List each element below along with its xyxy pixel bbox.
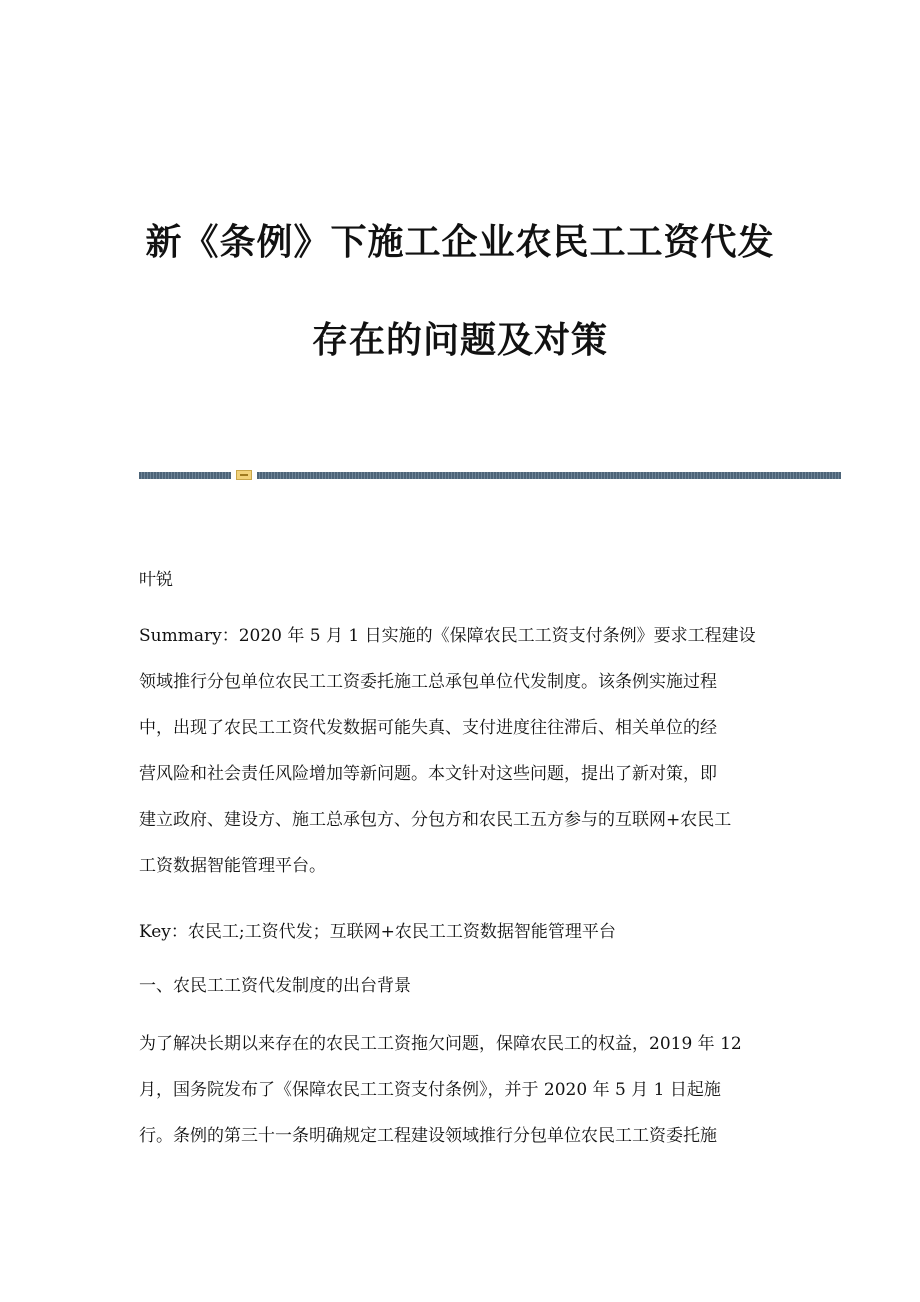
summary-line: 中，出现了农民工工资代发数据可能失真、支付进度往往滞后、相关单位的经 (139, 718, 717, 738)
divider-bar-right (257, 472, 841, 479)
summary-line: 营风险和社会责任风险增加等新问题。本文针对这些问题，提出了新对策，即 (139, 764, 717, 784)
body-paragraph-line: 行。条例的第三十一条明确规定工程建设领域推行分包单位农民工工资委托施 (139, 1126, 717, 1146)
document-title-line-2: 存在的问题及对策 (311, 319, 608, 361)
document-title-line-1: 新《条例》下施工企业农民工工资代发 (145, 221, 775, 263)
body-paragraph-line: 为了解决长期以来存在的农民工工资拖欠问题，保障农民工的权益，2019 年 12 (139, 1034, 742, 1054)
decorative-divider (139, 470, 841, 480)
divider-bar-left (139, 472, 231, 479)
divider-emblem-icon (236, 470, 252, 480)
summary-line: 领域推行分包单位农民工工资委托施工总承包单位代发制度。该条例实施过程 (139, 672, 717, 692)
summary-line: Summary：2020 年 5 月 1 日实施的《保障农民工工资支付条例》要求工程建设 (139, 626, 756, 646)
keywords-line: Key：农民工;工资代发；互联网+农民工工资数据智能管理平台 (139, 922, 616, 942)
body-paragraph-line: 月，国务院发布了《保障农民工工资支付条例》，并于 2020 年 5 月 1 日起施 (139, 1080, 721, 1100)
section-heading: 一、农民工工资代发制度的出台背景 (139, 976, 411, 996)
author-name: 叶锐 (139, 570, 173, 590)
summary-line: 工资数据智能管理平台。 (139, 856, 326, 876)
summary-line: 建立政府、建设方、施工总承包方、分包方和农民工五方参与的互联网+农民工 (139, 810, 732, 830)
